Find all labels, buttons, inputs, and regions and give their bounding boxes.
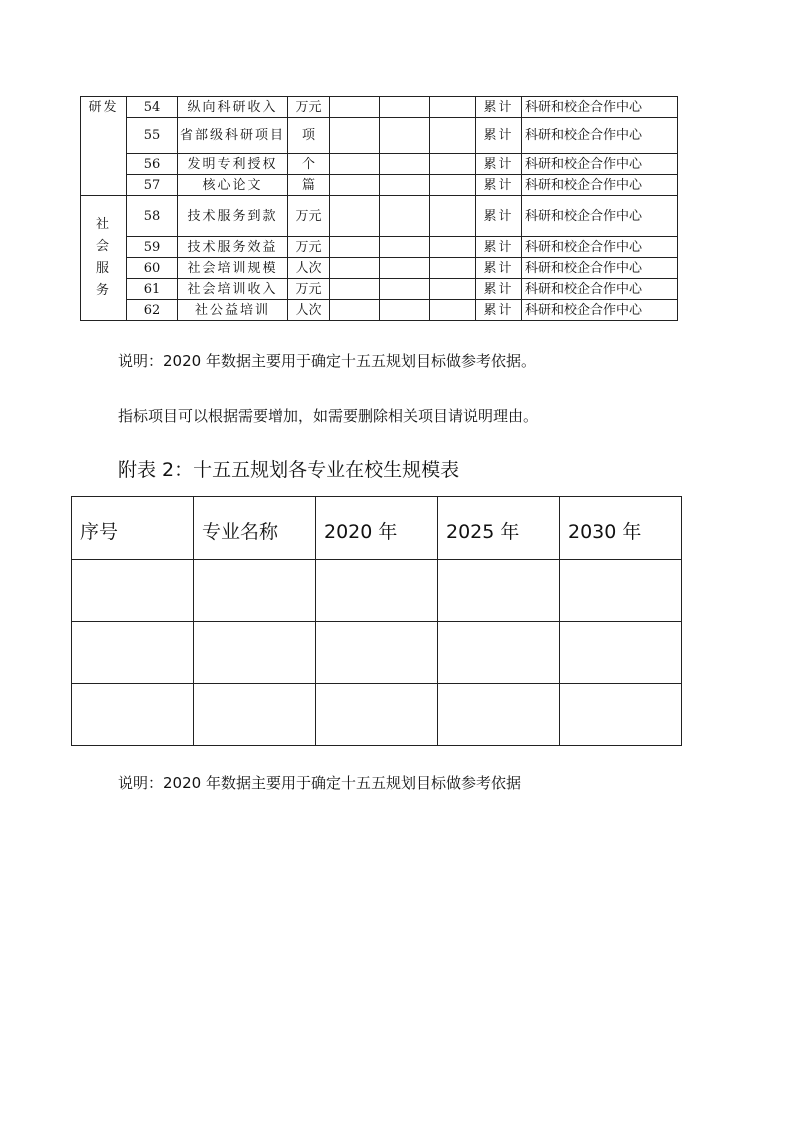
value-cell[interactable] [430,97,476,118]
value-cell[interactable] [430,258,476,279]
group-label-social-service: 社会服务 [81,196,127,321]
indicator-name: 技术服务到款 [178,196,288,237]
table-row [81,258,678,279]
stat-type: 累计 [476,196,522,237]
unit: 万元 [288,97,330,118]
header-serial-number: 序号 [72,497,194,560]
indicator-name: 社会培训收入 [178,279,288,300]
responsible-dept: 科研和校企合作中心 [522,258,678,279]
table-cell[interactable] [560,560,682,622]
table-row [81,237,678,258]
indicator-name: 核心论文 [178,175,288,196]
responsible-dept: 科研和校企合作中心 [522,196,678,237]
indicator-name: 纵向科研收入 [178,97,288,118]
table-cell[interactable] [560,622,682,684]
value-cell[interactable] [430,175,476,196]
row-number: 59 [127,237,178,258]
value-cell[interactable] [430,118,476,154]
value-cell[interactable] [430,154,476,175]
unit: 万元 [288,279,330,300]
table-row [72,622,682,684]
table-row [81,97,678,118]
row-number: 58 [127,196,178,237]
unit: 人次 [288,258,330,279]
value-cell[interactable] [380,258,430,279]
value-cell[interactable] [330,300,380,321]
value-cell[interactable] [330,154,380,175]
value-cell[interactable] [330,258,380,279]
table-cell[interactable] [72,622,194,684]
row-number: 55 [127,118,178,154]
table-row [81,300,678,321]
table-row [81,196,678,237]
value-cell[interactable] [330,279,380,300]
group-label-rnd: 研发 [81,97,127,196]
table-cell[interactable] [72,560,194,622]
row-number: 60 [127,258,178,279]
responsible-dept: 科研和校企合作中心 [522,237,678,258]
responsible-dept: 科研和校企合作中心 [522,279,678,300]
stat-type: 累计 [476,279,522,300]
note-add-indicators: 指标项目可以根据需要增加，如需要删除相关项目请说明理由。 [118,407,539,425]
stat-type: 累计 [476,300,522,321]
table-cell[interactable] [316,684,438,746]
indicator-name: 社公益培训 [178,300,288,321]
header-major-name: 专业名称 [194,497,316,560]
stat-type: 累计 [476,175,522,196]
stat-type: 累计 [476,154,522,175]
value-cell[interactable] [380,237,430,258]
indicator-name: 省部级科研项目 [178,118,288,154]
value-cell[interactable] [330,175,380,196]
value-cell[interactable] [380,175,430,196]
table-cell[interactable] [194,684,316,746]
unit: 个 [288,154,330,175]
table-cell[interactable] [438,684,560,746]
value-cell[interactable] [380,300,430,321]
unit: 项 [288,118,330,154]
value-cell[interactable] [330,118,380,154]
table-cell[interactable] [316,622,438,684]
value-cell[interactable] [430,300,476,321]
responsible-dept: 科研和校企合作中心 [522,97,678,118]
header-year-2030: 2030 年 [560,497,682,560]
table-row [81,154,678,175]
row-number: 62 [127,300,178,321]
indicator-name: 技术服务效益 [178,237,288,258]
table-cell[interactable] [438,622,560,684]
table-cell[interactable] [72,684,194,746]
value-cell[interactable] [330,196,380,237]
table-cell[interactable] [194,560,316,622]
note-2020-data-repeat: 说明：2020 年数据主要用于确定十五五规划目标做参考依据 [118,774,521,792]
responsible-dept: 科研和校企合作中心 [522,154,678,175]
table-row [72,560,682,622]
row-number: 54 [127,97,178,118]
table-cell[interactable] [194,622,316,684]
value-cell[interactable] [430,279,476,300]
unit: 人次 [288,300,330,321]
row-number: 57 [127,175,178,196]
value-cell[interactable] [380,279,430,300]
table-header-row [72,497,682,560]
header-year-2025: 2025 年 [438,497,560,560]
appendix-2-title: 附表 2：十五五规划各专业在校生规模表 [118,459,460,481]
stat-type: 累计 [476,118,522,154]
responsible-dept: 科研和校企合作中心 [522,175,678,196]
table-cell[interactable] [560,684,682,746]
enrollment-table [71,496,682,746]
value-cell[interactable] [380,97,430,118]
note-2020-data: 说明：2020 年数据主要用于确定十五五规划目标做参考依据。 [118,352,536,370]
responsible-dept: 科研和校企合作中心 [522,300,678,321]
row-number: 61 [127,279,178,300]
responsible-dept: 科研和校企合作中心 [522,118,678,154]
table-row [72,684,682,746]
value-cell[interactable] [380,154,430,175]
unit: 篇 [288,175,330,196]
indicator-name: 社会培训规模 [178,258,288,279]
value-cell[interactable] [330,237,380,258]
value-cell[interactable] [430,196,476,237]
table-cell[interactable] [316,560,438,622]
table-row [81,175,678,196]
indicator-table [80,96,678,321]
unit: 万元 [288,237,330,258]
value-cell[interactable] [380,118,430,154]
row-number: 56 [127,154,178,175]
table-row [81,279,678,300]
value-cell[interactable] [430,237,476,258]
unit: 万元 [288,196,330,237]
stat-type: 累计 [476,258,522,279]
header-year-2020: 2020 年 [316,497,438,560]
table-cell[interactable] [438,560,560,622]
stat-type: 累计 [476,237,522,258]
value-cell[interactable] [330,97,380,118]
stat-type: 累计 [476,97,522,118]
table-row [81,118,678,154]
value-cell[interactable] [380,196,430,237]
indicator-name: 发明专利授权 [178,154,288,175]
